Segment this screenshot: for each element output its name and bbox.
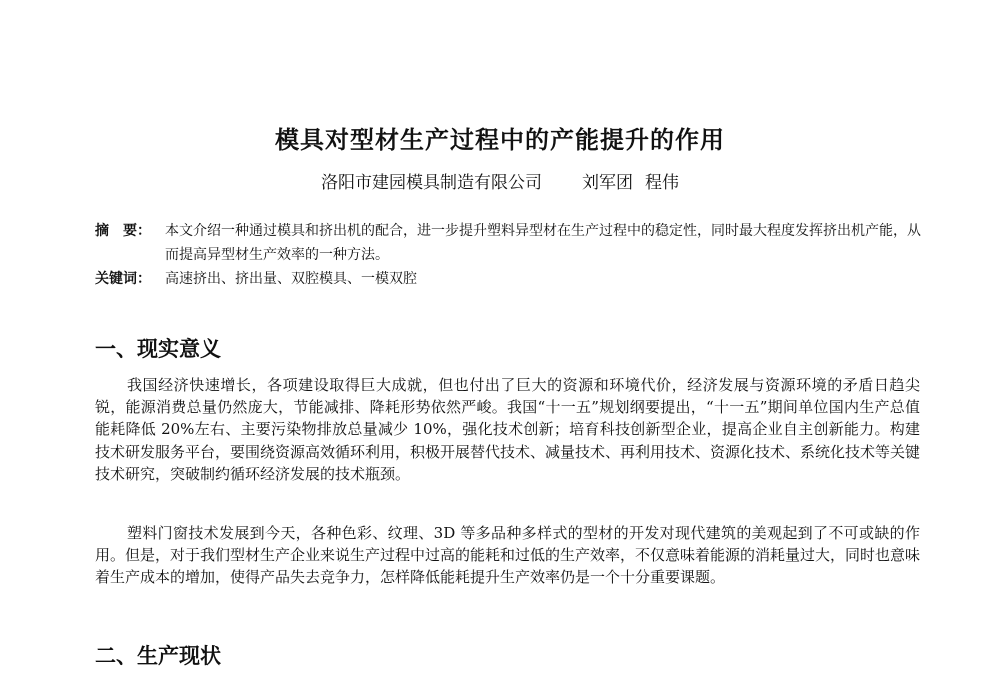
- author-1: 刘军团: [582, 173, 633, 193]
- author-line: [0, 168, 1000, 193]
- keywords-text: 高速挤出、挤出量、双腔模具、一模双腔: [165, 271, 417, 287]
- keywords-row: [95, 267, 925, 291]
- abstract-text: 本文介绍一种通过模具和挤出机的配合，进一步提升塑料异型材在生产过程中的稳定性，同时最大程度发挥挤出机产能，从而提高异型材生产效率的一种方法。: [165, 223, 921, 263]
- section-1-heading: 一、现实意义: [95, 337, 221, 361]
- abstract-label: 摘 要：: [95, 223, 151, 239]
- section-1-paragraph-2: 塑料门窗技术发展到今天，各种色彩、纹理、3D 等多品种多样式的型材的开发对现代建筑的美观起到了不可或缺的作用。但是，对于我们型材生产企业来说生产过程中过高的能耗和过低的生产效率，不仅意味着能源的消耗量过大，同时也意味着生产成本的增加，使得产品失去竞争力，怎样降低能耗提升生产效率仍是一个十分重要课题。: [95, 524, 921, 587]
- affiliation: 洛阳市建园模具制造有限公司: [321, 173, 542, 193]
- section-2-heading: 二、生产现状: [95, 644, 221, 668]
- section-1-paragraph-1: 我国经济快速增长，各项建设取得巨大成就，但也付出了巨大的资源和环境代价，经济发展与资源环境的矛盾日趋尖锐，能源消费总量仍然庞大，节能减排、降耗形势依然严峻。我国“十一五”规划纲要提出，“十一五”期间单位国内生产总值能耗降低 20%左右、主要污染物排放总量减少 10%，强化技术创新；培育科技创新型企业，提高企业自主创新能力。构建技术研发服务平台，要围绕资源高效循环利用，积极开展替代技术、减量技术、再利用技术、资源化技术、系统化技术等关键技术研究，突破制约循环经济发展的技术瓶颈。: [95, 376, 921, 483]
- author-2: 程伟: [645, 173, 679, 193]
- abstract-block: [95, 219, 925, 291]
- abstract-row: [95, 219, 925, 267]
- paper-title: 模具对型材生产过程中的产能提升的作用: [275, 126, 725, 154]
- keywords-label: 关键词：: [95, 271, 151, 287]
